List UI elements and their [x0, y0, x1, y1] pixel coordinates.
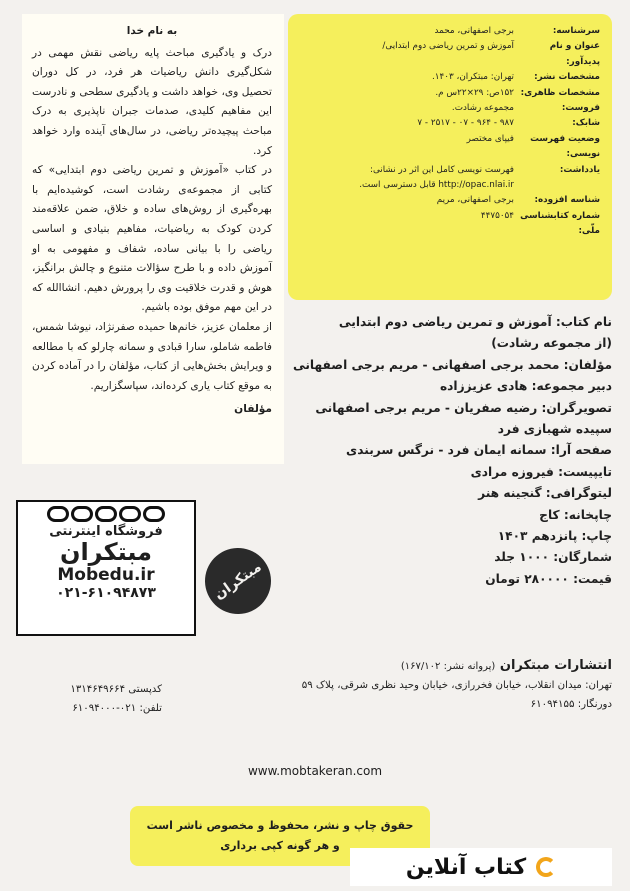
illustrators-line-2: سپیده شهبازی فرد — [497, 422, 612, 437]
preface-paragraph: درک و یادگیری مباحث پایه ریاضی نقش مهمی در شکل‌گیری دانش ریاضیات هر فرد، در کل دوران تحصیل وی، خواهد داشت و یادگیری سطحی و نادرست این مفاهیم کلیدی، صدمات جبران ناپذیری به درک مباحث پیچیده‌تر ریاضی، در سال‌های آینده وارد خواهد کرد. — [32, 46, 272, 157]
preface-heading: به نام خدا — [126, 25, 178, 37]
catalog-key: مشخصات نشر: — [534, 72, 600, 83]
publisher-block — [222, 656, 612, 714]
postal-code: کدپستی ۱۳۱۴۶۴۹۶۶۴ — [70, 684, 162, 695]
catalog-key: سرشناسه: — [552, 26, 600, 36]
preface-paragraph: از معلمان عزیز، خانم‌ها حمیده صفرنژاد، نیوشا شمس، فاطمه شاملو، سارا قبادی و سمانه چارلو که با مطالعه و ویرایش بخش‌هایی از کتاب، مؤلفان را در آماده کردن به موقع کتاب یاری کرده‌اند، سپاسگزاریم. — [32, 320, 272, 392]
catalog-key: شابک: — [572, 118, 600, 129]
publisher-name-line — [222, 656, 612, 676]
catalog-row — [300, 193, 600, 208]
catalog-value: برجی اصفهانی، مریم — [436, 195, 514, 206]
catalog-value: برجی اصفهانی، محمد — [434, 26, 514, 36]
store-phone: ۰۲۱-۶۱۰۹۴۸۷۳ — [56, 585, 156, 601]
series-line: (از مجموعه رشادت) — [491, 336, 612, 351]
catalog-value: فهرست نویسی کامل این اثر در نشانی: http://opac.nlai.ir قابل دسترسی است. — [359, 164, 514, 191]
preface-paragraph: در کتاب «آموزش و تمرین ریاضی دوم ابتدایی» که کتابی از مجموعه‌ی رشادت است، کوشیده‌ایم با بهره‌گیری از روش‌های ساده و خلاق، ضمن علاقه‌مند کردن کودک به ریاضیات، مفاهیم بنیادی و اساسی ریاضی را با بیانی ساده، شفاف و مفهومی به او آموزش داده و با طرح سؤالات متنوع و چالش برانگیز، هوش و قدرت خلاقیت وی را پرورش دهیم. انشاالله که در این مهم موفق بوده باشیم. — [32, 164, 272, 314]
publisher-website: www.mobtakeran.com — [247, 764, 383, 778]
publisher-license: (پروانه نشر: ۱۶۷/۱۰۲) — [400, 661, 496, 672]
catalog-row — [300, 70, 600, 85]
illustrators-line: تصویرگران: رضیه صفریان - مریم برجی اصفهانی — [315, 400, 612, 415]
printing-house-line: چاپخانه: کاج — [539, 507, 612, 522]
ketab-online-text: کتاب آنلاین — [405, 854, 527, 880]
store-label: فروشگاه اینترنتی — [49, 524, 163, 539]
phone-number: تلفن: ۰۲۱-۶۱۰۹۴۰۰۰ — [72, 703, 162, 714]
catalog-row — [300, 163, 600, 194]
catalog-value: ۱۵۲ص: ۲۹×۲۲س م. — [435, 87, 514, 98]
catalog-key: فروست: — [561, 103, 600, 114]
book-title-line: نام کتاب: آموزش و تمرین ریاضی دوم ابتدایی — [338, 315, 612, 329]
catalog-key: یادداشت: — [559, 164, 600, 175]
catalog-row — [300, 86, 600, 101]
preface-box — [22, 14, 284, 464]
catalog-row — [300, 209, 600, 240]
catalog-value: فیپای مختصر — [466, 133, 514, 144]
series-editor-line: دبیر مجموعه: هادی عزیززاده — [439, 379, 612, 394]
price-line: قیمت: ۲۸۰۰۰۰ تومان — [485, 571, 612, 586]
store-website: Mobedu.ir — [57, 565, 155, 585]
catalog-row — [300, 39, 600, 70]
catalog-key: شماره کتابشناسی ملّی: — [520, 210, 600, 237]
catalog-key: وضعیت فهرست نویسی: — [530, 133, 600, 160]
catalog-value: ۹۸۷ - ۹۶۴ - ۰۷ - ۲۵۱۷ - ۷ — [417, 118, 514, 129]
layout-line: صفحه آرا: سمانه ایمان فرد - نرگس سربندی — [346, 443, 612, 458]
publisher-address: تهران: میدان انقلاب، خیابان فخررازی، خیابان وحید نظری شرقی، پلاک ۵۹ — [301, 680, 612, 691]
catalog-row — [300, 132, 600, 163]
catalog-value: مجموعه رشادت. — [451, 103, 514, 114]
cataloguing-box — [288, 14, 612, 300]
catalog-value: ۴۴۷۵۰۵۴ — [480, 210, 514, 221]
catalog-row — [300, 101, 600, 116]
lithography-line: لیتوگرافی: گنجینه هنر — [478, 486, 612, 501]
catalog-value: آموزش و تمرین ریاضی دوم ابتدایی/ — [382, 41, 514, 52]
typist-line: تایپیست: فیروزه مرادی — [470, 464, 612, 479]
authors-line: مؤلفان: محمد برجی اصفهانی - مریم برجی اصفهانی — [293, 357, 612, 372]
mobedu-store-box — [16, 500, 196, 636]
publisher-fax: دورنگار: ۶۱۰۹۴۱۵۵ — [530, 699, 612, 710]
ketab-ring-icon — [536, 857, 556, 877]
catalog-key: عنوان و نام پدیدآور: — [549, 41, 600, 67]
publisher-name: انتشارات مبتکران — [499, 658, 612, 673]
catalog-row — [300, 116, 600, 131]
catalog-key: شناسه افزوده: — [534, 195, 600, 206]
mobedu-logo-icon — [18, 506, 194, 522]
print-edition-line: چاپ: پانزدهم ۱۴۰۳ — [497, 529, 612, 544]
circulation-line: شمارگان: ۱۰۰۰ جلد — [494, 550, 612, 565]
seal-text: مبتکران — [211, 559, 265, 603]
copyright-notice: حقوق چاپ و نشر، محفوظ و مخصوص ناشر است و هر گونه کپی برداری — [130, 806, 430, 866]
publisher-codes — [22, 680, 162, 718]
catalog-value: تهران: مبتکران، ۱۴۰۳. — [432, 72, 514, 83]
publisher-seal-logo — [192, 535, 284, 627]
book-info-list — [293, 312, 612, 590]
ketab-online-logo — [350, 848, 612, 886]
catalog-row — [300, 24, 600, 39]
store-name: مبتکران — [59, 538, 153, 566]
catalog-key: مشخصات ظاهری: — [520, 87, 600, 98]
preface-signature: مؤلفان — [234, 403, 272, 416]
